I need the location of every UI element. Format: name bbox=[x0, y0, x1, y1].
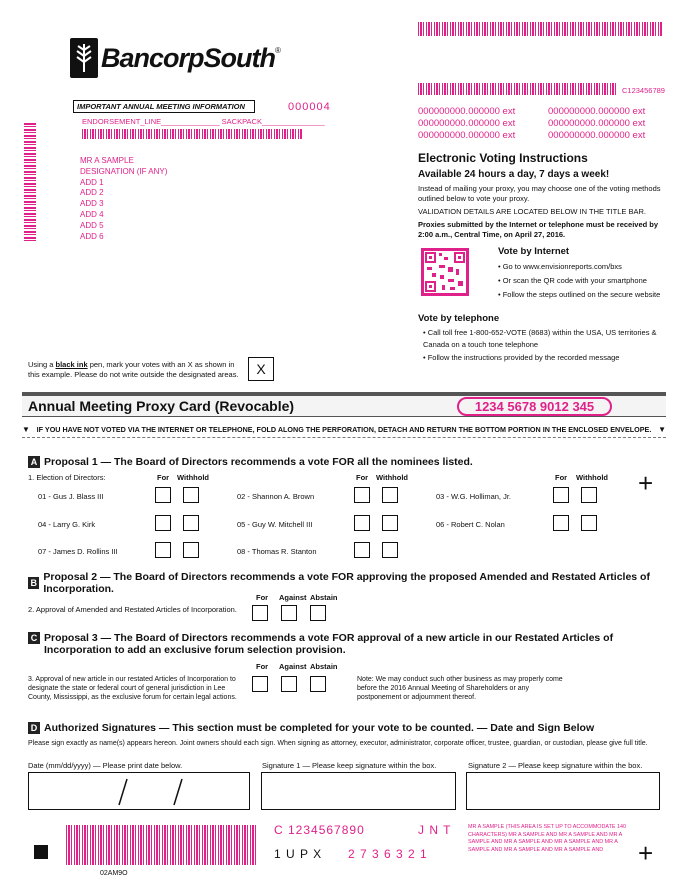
address-barcode bbox=[82, 129, 302, 139]
nominee: 07 - James D. Rollins III bbox=[38, 547, 118, 556]
control-number: 1234 5678 9012 345 bbox=[457, 397, 612, 416]
col-for: For bbox=[356, 473, 369, 482]
withhold-checkbox[interactable] bbox=[382, 542, 398, 558]
section-letter: B bbox=[28, 577, 39, 589]
qr-code[interactable] bbox=[421, 248, 469, 296]
nominee: 03 - W.G. Holliman, Jr. bbox=[436, 492, 512, 501]
nominee: 01 - Gus J. Blass III bbox=[38, 492, 104, 501]
ink-instruction bbox=[28, 360, 242, 379]
voting-instructions bbox=[418, 151, 668, 239]
voting-intro: Instead of mailing your proxy, you may choose one of the voting methods outlined below to vote your proxy. bbox=[418, 184, 661, 203]
vote-pair bbox=[354, 542, 398, 560]
sig2-label: Signature 2 — Please keep signature within the box. bbox=[468, 761, 643, 770]
brand-name: BancorpSouth bbox=[101, 42, 275, 73]
footer-code-1: C 1234567890 bbox=[274, 823, 365, 837]
withhold-checkbox[interactable] bbox=[581, 515, 597, 531]
nominee: 08 - Thomas R. Stanton bbox=[237, 547, 317, 556]
col-withhold: Withhold bbox=[177, 473, 210, 482]
for-checkbox[interactable] bbox=[354, 487, 370, 503]
section-letter: C bbox=[28, 632, 40, 644]
phone-voting bbox=[418, 313, 668, 362]
address-line: ADD 6 bbox=[80, 231, 104, 241]
col-for: For bbox=[256, 593, 269, 602]
voting-title: Electronic Voting Instructions bbox=[418, 151, 588, 165]
vote-pair bbox=[155, 542, 199, 560]
withhold-checkbox[interactable] bbox=[183, 515, 199, 531]
col-withhold: Withhold bbox=[376, 473, 409, 482]
phone-step: • Follow the instructions provided by the recorded message bbox=[423, 353, 620, 362]
internet-title: Vote by Internet bbox=[498, 246, 570, 257]
for-checkbox[interactable] bbox=[155, 515, 171, 531]
col-against: Against bbox=[279, 593, 307, 602]
barcode-id: C123456789 bbox=[622, 86, 665, 95]
proposal-3-item: 3. Approval of new article in our restated Articles of Incorporation to designate the state or federal court of general jurisdiction in Lee County, Mississippi, as the exclusive forum for certain legal actions. bbox=[28, 676, 237, 701]
vote-pair bbox=[354, 487, 398, 505]
fold-text: IF YOU HAVE NOT VOTED VIA THE INTERNET OR TELEPHONE, FOLD ALONG THE PERFORATION, DETACH AND RETURN THE BOTTOM PORTION IN THE ENCLOSED ENVELOPE. bbox=[36, 425, 652, 434]
ink-text-pre: Using a bbox=[28, 360, 56, 369]
internet-step: • Follow the steps outlined on the secure website bbox=[498, 290, 661, 299]
signature-1-box[interactable] bbox=[261, 772, 456, 810]
phone-title: Vote by telephone bbox=[418, 313, 500, 324]
col-for: For bbox=[555, 473, 568, 482]
nominee: 04 - Larry G. Kirk bbox=[38, 520, 96, 529]
col-for: For bbox=[157, 473, 170, 482]
abstain-checkbox[interactable] bbox=[310, 605, 326, 621]
footer-code-3: 1 U P X bbox=[274, 847, 323, 861]
date-label: Date (mm/dd/yyyy) — Please print date below. bbox=[28, 761, 183, 770]
nominee: 02 - Shannon A. Brown bbox=[237, 492, 315, 501]
proposal-1-header bbox=[28, 456, 473, 468]
footer-code-4: 2 7 3 6 3 2 1 bbox=[348, 847, 428, 861]
perforation-line bbox=[22, 437, 666, 438]
ext-line: 000000000.000000 ext bbox=[548, 106, 646, 117]
for-checkbox[interactable] bbox=[553, 487, 569, 503]
vote-pair bbox=[155, 515, 199, 533]
internet-voting bbox=[498, 246, 678, 299]
address-block bbox=[80, 156, 167, 242]
mailing-code: 000004 bbox=[288, 101, 331, 113]
for-checkbox[interactable] bbox=[354, 542, 370, 558]
phone-step: • Call toll free 1-800-652-VOTE (8683) within the USA, US territories & Canada on a touch tone telephone bbox=[423, 328, 657, 349]
ext-line: 000000000.000000 ext bbox=[418, 130, 516, 141]
proposal-2-header bbox=[28, 571, 688, 595]
voting-subtitle: Available 24 hours a day, 7 days a week! bbox=[418, 169, 610, 180]
brand-logo bbox=[70, 38, 281, 78]
for-checkbox[interactable] bbox=[252, 605, 268, 621]
address-line: ADD 1 bbox=[80, 177, 104, 187]
ext-line: 000000000.000000 ext bbox=[548, 130, 646, 141]
col-against: Against bbox=[279, 662, 307, 671]
ink-text-bold: black ink bbox=[55, 360, 88, 369]
fold-instruction bbox=[22, 425, 666, 434]
add-mark-icon: + bbox=[638, 468, 654, 498]
proposal-1-title: Proposal 1 — The Board of Directors recommends a vote FOR all the nominees listed. bbox=[44, 456, 473, 468]
withhold-checkbox[interactable] bbox=[581, 487, 597, 503]
for-checkbox[interactable] bbox=[155, 487, 171, 503]
nominee: 05 - Guy W. Mitchell III bbox=[237, 520, 313, 529]
address-line: ADD 3 bbox=[80, 199, 104, 209]
add-mark-icon: + bbox=[638, 838, 654, 868]
footer-barcode bbox=[66, 825, 256, 865]
internet-step[interactable]: • Go to www.envisionreports.com/bxs bbox=[498, 262, 622, 271]
deadline-note: Proxies submitted by the Internet or telephone must be received by 2:00 a.m., Central Time, on April 27, 2016. bbox=[418, 220, 659, 239]
card-title: Annual Meeting Proxy Card (Revocable) bbox=[28, 398, 295, 414]
signature-instructions: Please sign exactly as name(s) appears hereon. Joint owners should each sign. When signing as attorney, executor, administrator, corporate officer, trustee, guardian, or custodian, please give full title. bbox=[28, 740, 648, 747]
sample-text: MR A SAMPLE (THIS AREA IS SET UP TO ACCOMMODATE 140 CHARACTERS) MR A SAMPLE AND MR A SAMPLE AND MR A SAMPLE AND MR A SAMPLE AND MR A SAMPLE AND MR A SAMPLE AND MR A SAMPLE AND MR A SAMPLE AND bbox=[468, 824, 626, 853]
registered-mark: ® bbox=[275, 46, 281, 55]
ext-line: 000000000.000000 ext bbox=[418, 118, 516, 129]
nominee: 06 - Robert C. Nolan bbox=[436, 520, 505, 529]
validation-note: VALIDATION DETAILS ARE LOCATED BELOW IN THE TITLE BAR. bbox=[418, 207, 646, 216]
vote-triple bbox=[252, 605, 326, 623]
fold-arrow-right-icon: ▼ bbox=[658, 425, 666, 434]
address-line: DESIGNATION (IF ANY) bbox=[80, 166, 168, 176]
against-checkbox[interactable] bbox=[281, 676, 297, 692]
date-slashes bbox=[29, 773, 251, 811]
for-checkbox[interactable] bbox=[553, 515, 569, 531]
for-checkbox[interactable] bbox=[155, 542, 171, 558]
form-id: 02AM9O bbox=[100, 870, 128, 877]
side-barcode bbox=[24, 123, 36, 241]
proposal-3-note: Note: We may conduct such other business as may properly come before the 2016 Annual Meeting of Shareholders or any postponement or adjournment thereof. bbox=[357, 676, 563, 701]
date-box[interactable] bbox=[28, 772, 250, 810]
endorsement-line: ENDORSEMENT_LINE______________ SACKPACK_______________ bbox=[82, 117, 325, 126]
section-letter: D bbox=[28, 722, 40, 734]
internet-step: • Or scan the QR code with your smartphone bbox=[498, 276, 647, 285]
example-mark-box: X bbox=[248, 357, 274, 381]
proposal-3-title: Proposal 3 — The Board of Directors recommends a vote FOR approval of a new article in our Restated Articles of Incorporation to add an exclusive forum selection provision. bbox=[44, 632, 614, 656]
ext-line: 000000000.000000 ext bbox=[418, 106, 516, 117]
vote-pair bbox=[155, 487, 199, 505]
col-abstain: Abstain bbox=[310, 662, 338, 671]
section-letter: A bbox=[28, 456, 40, 468]
top-barcode bbox=[418, 22, 662, 36]
abstain-checkbox[interactable] bbox=[310, 676, 326, 692]
election-label: 1. Election of Directors: bbox=[28, 473, 106, 482]
ext-lines bbox=[418, 106, 668, 142]
withhold-checkbox[interactable] bbox=[382, 515, 398, 531]
for-checkbox[interactable] bbox=[252, 676, 268, 692]
proposal-2-title: Proposal 2 — The Board of Directors recommends a vote FOR approving the proposed Amended and Restated Articles of Incorporation. bbox=[43, 571, 650, 595]
withhold-checkbox[interactable] bbox=[183, 487, 199, 503]
sig1-label: Signature 1 — Please keep signature within the box. bbox=[262, 761, 437, 770]
address-line: MR A SAMPLE bbox=[80, 156, 134, 165]
address-line: ADD 5 bbox=[80, 220, 104, 230]
vote-pair bbox=[354, 515, 398, 533]
signature-title: Authorized Signatures — This section must be completed for your vote to be counted. — Date and Sign Below bbox=[44, 722, 595, 734]
info-label-box: IMPORTANT ANNUAL MEETING INFORMATION bbox=[73, 100, 255, 113]
withhold-checkbox[interactable] bbox=[183, 542, 199, 558]
against-checkbox[interactable] bbox=[281, 605, 297, 621]
col-abstain: Abstain bbox=[310, 593, 338, 602]
col-for: For bbox=[256, 662, 269, 671]
withhold-checkbox[interactable] bbox=[382, 487, 398, 503]
vote-triple bbox=[252, 676, 326, 694]
fold-arrow-left-icon: ▼ bbox=[22, 425, 30, 434]
address-line: ADD 4 bbox=[80, 209, 104, 219]
signature-2-box[interactable] bbox=[466, 772, 660, 810]
for-checkbox[interactable] bbox=[354, 515, 370, 531]
footer-code-2: J N T bbox=[418, 823, 452, 837]
col-withhold: Withhold bbox=[576, 473, 609, 482]
proposal-2-item: 2. Approval of Amended and Restated Articles of Incorporation. bbox=[28, 605, 237, 614]
proposal-3-header bbox=[28, 632, 668, 656]
vote-pair bbox=[553, 515, 597, 533]
black-square bbox=[34, 845, 48, 859]
signature-header bbox=[28, 722, 594, 734]
leaf-logo-icon bbox=[70, 38, 98, 78]
address-line: ADD 2 bbox=[80, 188, 104, 198]
ext-line: 000000000.000000 ext bbox=[548, 118, 646, 129]
vote-pair bbox=[553, 487, 597, 505]
id-barcode bbox=[418, 83, 616, 95]
ink-text-post: pen, mark your votes with an X as shown in this example. Please do not write outside the designated areas. bbox=[28, 360, 239, 379]
